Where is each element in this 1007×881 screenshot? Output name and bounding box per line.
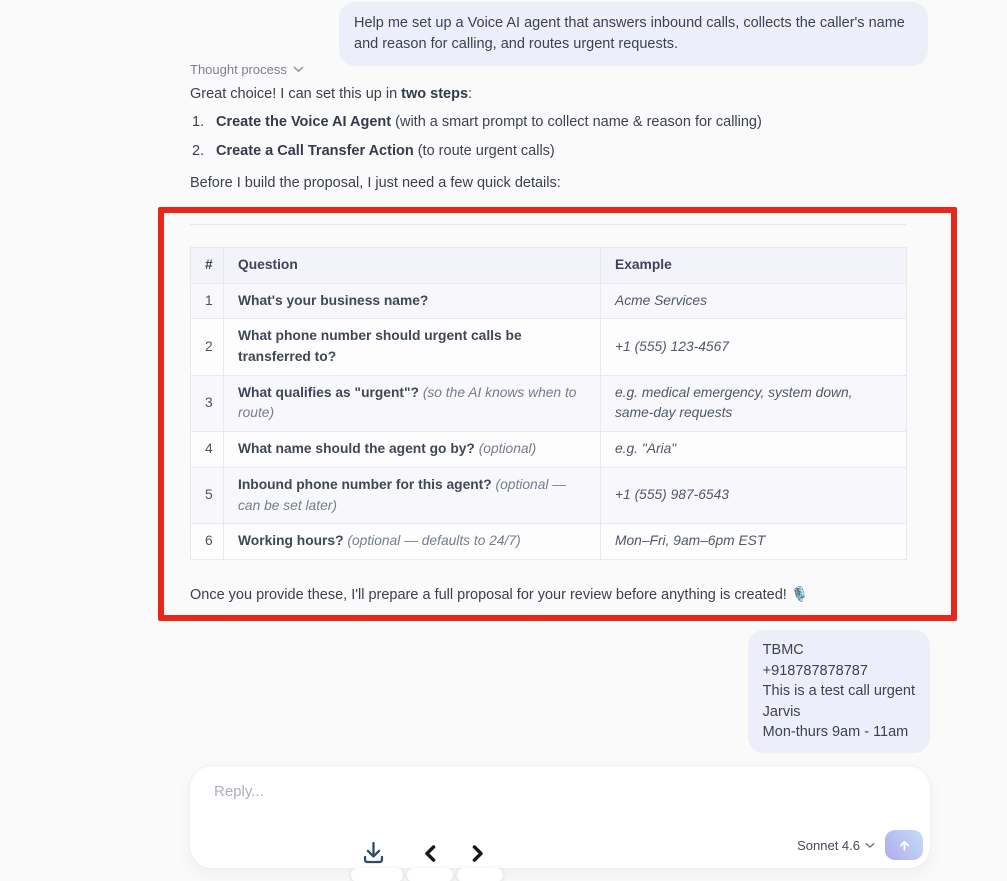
arrow-up-send-icon [896, 837, 913, 854]
intro-suffix: : [468, 86, 473, 102]
table-row [191, 283, 907, 319]
row-example: e.g. "Aria" [601, 432, 907, 468]
questions-table [190, 247, 907, 560]
download-button[interactable] [360, 839, 387, 866]
before-details-text: Before I build the proposal, I just need a few quick details: [190, 175, 561, 191]
chevron-right-icon [467, 843, 488, 864]
message-line: Mon-thurs 9am - 11am [762, 724, 909, 740]
thought-process-toggle[interactable] [190, 62, 304, 77]
row-example: Acme Services [601, 283, 907, 319]
model-selector[interactable] [797, 838, 875, 853]
intro-bold: two steps [401, 86, 469, 102]
toolbar-tab[interactable] [407, 868, 453, 881]
reply-composer [190, 766, 930, 868]
row-question: What qualifies as "urgent"? (so the AI knows when to route) [224, 375, 601, 431]
row-num: 2 [191, 319, 224, 375]
row-example: Mon–Fri, 9am–6pm EST [601, 524, 907, 560]
message-line: Jarvis [762, 703, 801, 720]
microphone-emoji: 🎙️ [790, 587, 809, 603]
row-num: 4 [191, 432, 224, 468]
row-num: 6 [191, 524, 224, 560]
column-header-num: # [191, 248, 224, 284]
row-question: Inbound phone number for this agent? (optional — can be set later) [224, 467, 601, 523]
row-example: +1 (555) 123-4567 [601, 319, 907, 375]
list-item [192, 112, 762, 133]
list-item [192, 141, 762, 162]
step-text: Create a Call Transfer Action (to route urgent calls) [216, 143, 555, 159]
table-row [191, 524, 907, 560]
chevron-down-icon [293, 66, 304, 73]
thought-process-label: Thought process [190, 62, 287, 77]
table-row [191, 319, 907, 375]
row-question: What phone number should urgent calls be transferred to? [224, 319, 601, 375]
message-line: +918787878787 [762, 662, 868, 679]
row-num: 3 [191, 375, 224, 431]
chevron-down-icon [865, 842, 875, 849]
table-row [191, 467, 907, 523]
row-num: 1 [191, 283, 224, 319]
table-header-row [191, 248, 907, 284]
user-message-bubble: Help me set up a Voice AI agent that answers inbound calls, collects the caller's name and reason for calling, and routes urgent requests. [339, 2, 928, 66]
table-row [191, 432, 907, 468]
row-num: 5 [191, 467, 224, 523]
user-message-bubble [748, 630, 930, 753]
assistant-intro [190, 84, 472, 105]
column-header-example: Example [601, 248, 907, 284]
row-question: What's your business name? [224, 283, 601, 319]
model-label: Sonnet 4.6 [797, 838, 860, 853]
download-icon [360, 839, 387, 866]
row-example: +1 (555) 987-6543 [601, 467, 907, 523]
row-question: What name should the agent go by? (optional) [224, 432, 601, 468]
step-text: Create the Voice AI Agent (with a smart prompt to collect name & reason for calling) [216, 114, 762, 130]
toolbar-tab[interactable] [457, 868, 503, 881]
table-row [191, 375, 907, 431]
toolbar-tab[interactable] [351, 868, 403, 881]
divider [190, 224, 906, 225]
step-number: 1. [192, 114, 205, 130]
previous-button[interactable] [420, 843, 441, 864]
row-question: Working hours? (optional — defaults to 24/7) [224, 524, 601, 560]
message-line: This is a test call urgent [762, 683, 915, 699]
reply-input[interactable] [214, 783, 754, 833]
chevron-left-icon [420, 843, 441, 864]
send-button[interactable] [885, 830, 923, 860]
step-number: 2. [192, 143, 205, 159]
row-example: e.g. medical emergency, system down, same-day requests [601, 375, 907, 431]
message-line: TBMC [762, 642, 804, 658]
column-header-question: Question [224, 248, 601, 284]
next-button[interactable] [467, 843, 488, 864]
closing-text: Once you provide these, I'll prepare a full proposal for your review before anything is created! 🎙️ [190, 587, 809, 603]
intro-prefix: Great choice! I can set this up in [190, 86, 402, 102]
steps-list [192, 112, 762, 170]
